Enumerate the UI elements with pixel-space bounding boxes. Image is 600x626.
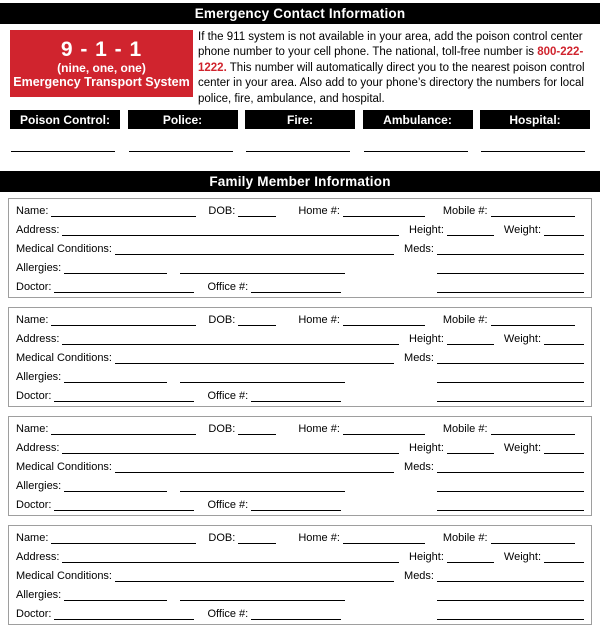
poison-control-label-text: Poison Control: [20,112,110,127]
height-field[interactable] [447,344,494,345]
office-phone-field[interactable] [251,401,341,402]
poison-control-field[interactable] [11,151,115,152]
allergies-continued-field[interactable] [180,491,345,492]
medical-conditions-field[interactable] [115,581,394,582]
home-phone-field[interactable] [343,216,425,217]
mobile-phone-label: Mobile #: [442,205,488,218]
emergency-911-box [10,30,193,97]
weight-label: Weight: [503,224,541,237]
intro-section [0,30,600,107]
medical-conditions-label: Medical Conditions: [16,243,112,256]
police-label [128,110,238,129]
fire-label [245,110,355,129]
name-label: Name: [16,532,49,545]
meds-continued-field[interactable] [437,491,584,492]
weight-label: Weight: [503,442,541,455]
dob-label: DOB: [208,205,236,218]
dob-label: DOB: [208,314,236,327]
allergies-continued-field[interactable] [180,273,345,274]
office-phone-label: Office #: [207,281,249,294]
form-row-medical [16,237,584,256]
family-member-block [8,198,592,298]
form-row-doctor [16,493,584,512]
dob-field[interactable] [238,216,276,217]
police-field[interactable] [129,151,233,152]
doctor-field[interactable] [54,619,194,620]
meds-label: Meds: [404,461,434,474]
allergies-label: Allergies: [16,371,62,384]
name-label: Name: [16,314,49,327]
doctor-label: Doctor: [16,608,52,621]
police-column [128,110,238,152]
office-phone-label: Office #: [207,499,249,512]
header-bar [0,3,600,24]
weight-field[interactable] [544,344,584,345]
height-field[interactable] [447,562,494,563]
doctor-field[interactable] [54,292,194,293]
form-row-allergies [16,256,584,275]
medical-conditions-label: Medical Conditions: [16,352,112,365]
medical-conditions-label: Medical Conditions: [16,570,112,583]
poison-control-label [10,110,120,129]
ambulance-column [363,110,473,152]
allergies-field[interactable] [64,273,167,274]
emergency-number-words: (nine, one, one) [57,60,146,75]
weight-field[interactable] [544,235,584,236]
allergies-continued-field[interactable] [180,600,345,601]
allergies-field[interactable] [64,382,167,383]
weight-label: Weight: [503,551,541,564]
mobile-phone-label: Mobile #: [442,423,488,436]
height-label: Height: [409,551,444,564]
meds-continued-field-2[interactable] [437,401,584,402]
allergies-label: Allergies: [16,589,62,602]
address-field[interactable] [62,453,399,454]
address-field[interactable] [62,562,399,563]
hospital-label [480,110,590,129]
form-row-address [16,545,584,564]
office-phone-field[interactable] [251,292,341,293]
name-field[interactable] [51,216,196,217]
height-field[interactable] [447,235,494,236]
form-row-name [16,417,584,436]
name-field[interactable] [51,434,196,435]
emergency-number: 9 - 1 - 1 [60,37,143,61]
meds-continued-field[interactable] [437,273,584,274]
dob-field[interactable] [238,543,276,544]
meds-continued-field-2[interactable] [437,292,584,293]
address-label: Address: [16,551,60,564]
allergies-field[interactable] [64,491,167,492]
height-field[interactable] [447,453,494,454]
form-row-allergies [16,365,584,384]
name-field[interactable] [51,543,196,544]
name-label: Name: [16,423,49,436]
family-section-bar [0,171,600,192]
family-members-list [0,198,600,625]
allergies-continued-field[interactable] [180,382,345,383]
form-row-name [16,199,584,218]
form-row-allergies [16,583,584,602]
mobile-phone-field[interactable] [491,325,575,326]
allergies-label: Allergies: [16,480,62,493]
office-phone-label: Office #: [207,608,249,621]
weight-field[interactable] [544,562,584,563]
form-row-allergies [16,474,584,493]
page-title: Emergency Contact Information [194,6,406,21]
home-phone-field[interactable] [343,543,425,544]
meds-continued-field[interactable] [437,600,584,601]
home-phone-field[interactable] [343,434,425,435]
ambulance-label-text: Ambulance: [383,112,452,127]
hospital-field[interactable] [481,151,585,152]
office-phone-field[interactable] [251,510,341,511]
meds-continued-field[interactable] [437,382,584,383]
height-label: Height: [409,442,444,455]
poison-control-phone-number: 800-222-1222. [198,46,584,74]
family-section-title: Family Member Information [209,174,391,190]
form-row-address [16,218,584,237]
intro-text-before: If the 911 system is not available in your area, add the poison control center phone number to your cell phone. The national, toll-free number is [198,31,583,59]
family-member-block [8,307,592,407]
dob-label: DOB: [208,423,236,436]
meds-label: Meds: [404,243,434,256]
allergies-field[interactable] [64,600,167,601]
emergency-system-name: Emergency Transport System [13,74,190,89]
home-phone-label: Home #: [298,314,340,327]
ambulance-field[interactable] [364,151,468,152]
intro-paragraph [198,30,600,107]
form-row-name [16,308,584,327]
medical-conditions-field[interactable] [115,472,394,473]
form-row-doctor [16,384,584,403]
mobile-phone-label: Mobile #: [442,314,488,327]
meds-label: Meds: [404,570,434,583]
fire-field[interactable] [246,151,350,152]
form-row-medical [16,455,584,474]
name-field[interactable] [51,325,196,326]
fire-label-text: Fire: [286,112,313,127]
doctor-label: Doctor: [16,390,52,403]
address-label: Address: [16,333,60,346]
form-row-medical [16,564,584,583]
hospital-column [480,110,590,152]
meds-continued-field-2[interactable] [437,619,584,620]
height-label: Height: [409,333,444,346]
fire-column [245,110,355,152]
family-member-block [8,416,592,516]
meds-field[interactable] [437,472,584,473]
emergency-contacts-row [0,110,600,152]
height-label: Height: [409,224,444,237]
dob-label: DOB: [208,532,236,545]
mobile-phone-label: Mobile #: [442,532,488,545]
address-label: Address: [16,224,60,237]
hospital-label-text: Hospital: [509,112,561,127]
address-label: Address: [16,442,60,455]
allergies-label: Allergies: [16,262,62,275]
poison-control-column [10,110,120,152]
name-label: Name: [16,205,49,218]
dob-field[interactable] [238,325,276,326]
form-row-address [16,436,584,455]
mobile-phone-field[interactable] [491,434,575,435]
weight-field[interactable] [544,453,584,454]
weight-label: Weight: [503,333,541,346]
meds-field[interactable] [437,581,584,582]
medical-conditions-field[interactable] [115,363,394,364]
form-row-name [16,526,584,545]
home-phone-label: Home #: [298,423,340,436]
medical-conditions-label: Medical Conditions: [16,461,112,474]
mobile-phone-field[interactable] [491,216,575,217]
police-label-text: Police: [162,112,203,127]
meds-continued-field-2[interactable] [437,510,584,511]
meds-field[interactable] [437,254,584,255]
doctor-field[interactable] [54,510,194,511]
home-phone-field[interactable] [343,325,425,326]
meds-field[interactable] [437,363,584,364]
intro-text-after: This number will automatically direct you to the nearest poison control center in your area. Also add to your phone’s directory the numbers for local police, fire, ambulance, and hospital. [198,61,585,105]
medical-conditions-field[interactable] [115,254,394,255]
form-row-address [16,327,584,346]
doctor-label: Doctor: [16,281,52,294]
office-phone-label: Office #: [207,390,249,403]
doctor-field[interactable] [54,401,194,402]
home-phone-label: Home #: [298,532,340,545]
meds-label: Meds: [404,352,434,365]
doctor-label: Doctor: [16,499,52,512]
office-phone-field[interactable] [251,619,341,620]
form-row-medical [16,346,584,365]
form-row-doctor [16,602,584,621]
family-member-block [8,525,592,625]
address-field[interactable] [62,344,399,345]
emergency-form-page [0,3,600,625]
home-phone-label: Home #: [298,205,340,218]
form-row-doctor [16,275,584,294]
ambulance-label [363,110,473,129]
address-field[interactable] [62,235,399,236]
dob-field[interactable] [238,434,276,435]
mobile-phone-field[interactable] [491,543,575,544]
